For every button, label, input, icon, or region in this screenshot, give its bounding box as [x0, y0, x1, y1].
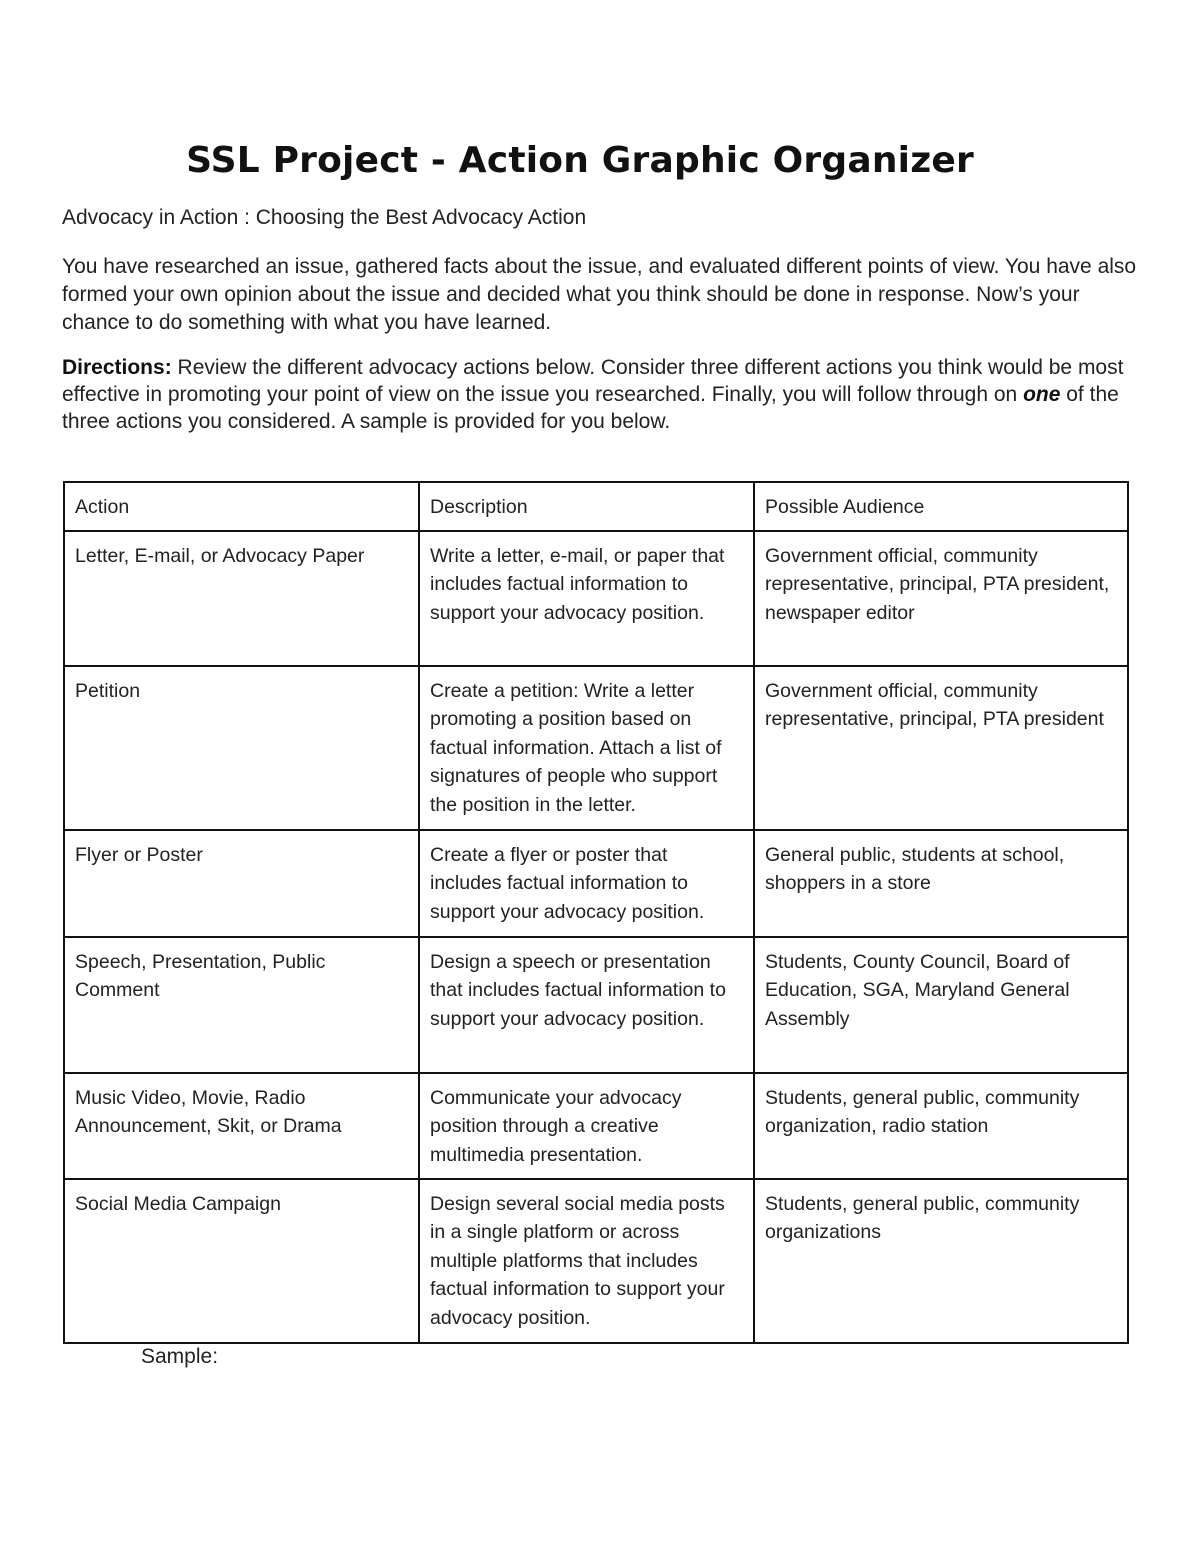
- audience-cell: Government official, community representative, principal, PTA president, newspaper editor: [754, 531, 1128, 666]
- action-cell: Social Media Campaign: [64, 1179, 419, 1343]
- subtitle: Advocacy in Action : Choosing the Best Advocacy Action: [62, 206, 587, 229]
- audience-cell: General public, students at school, shoppers in a store: [754, 830, 1128, 937]
- directions-emphasis: one: [1023, 383, 1061, 406]
- table-row: [64, 830, 1128, 937]
- description-cell: Create a flyer or poster that includes factual information to support your advocacy position.: [419, 830, 754, 937]
- audience-cell: Government official, community representative, principal, PTA president: [754, 666, 1128, 830]
- directions-label: Directions:: [62, 356, 172, 379]
- header-description: Description: [419, 482, 754, 531]
- description-cell: Communicate your advocacy position through a creative multimedia presentation.: [419, 1073, 754, 1179]
- advocacy-actions-table: [63, 481, 1129, 1344]
- table-row: [64, 531, 1128, 666]
- description-cell: Design several social media posts in a single platform or across multiple platforms that includes factual information to support your advocacy position.: [419, 1179, 754, 1343]
- table-row: [64, 1073, 1128, 1179]
- page-title: SSL Project - Action Graphic Organizer: [186, 140, 974, 181]
- directions-text-after: of the three actions you considered. A sample is provided for you below.: [62, 383, 1119, 433]
- audience-cell: Students, general public, community organization, radio station: [754, 1073, 1128, 1179]
- header-possible-audience: Possible Audience: [754, 482, 1128, 531]
- description-cell: Create a petition: Write a letter promoting a position based on factual information. Attach a list of signatures of people who support the position in the letter.: [419, 666, 754, 830]
- description-cell: Write a letter, e-mail, or paper that includes factual information to support your advocacy position.: [419, 531, 754, 666]
- action-cell: Letter, E-mail, or Advocacy Paper: [64, 531, 419, 666]
- audience-cell: Students, general public, community organizations: [754, 1179, 1128, 1343]
- action-cell: Flyer or Poster: [64, 830, 419, 937]
- directions-paragraph: [62, 354, 1142, 435]
- table-header-row: [64, 482, 1128, 531]
- table-row: [64, 937, 1128, 1073]
- action-cell: Speech, Presentation, Public Comment: [64, 937, 419, 1073]
- description-cell: Design a speech or presentation that includes factual information to support your advocacy position.: [419, 937, 754, 1073]
- action-cell: Petition: [64, 666, 419, 830]
- intro-paragraph: You have researched an issue, gathered facts about the issue, and evaluated different points of view. You have also formed your own opinion about the issue and decided what you think should be done in response. Now’s your chance to do something with what you have learned.: [62, 255, 1137, 334]
- sample-label: Sample:: [141, 1345, 219, 1368]
- table-row: [64, 666, 1128, 830]
- action-cell: Music Video, Movie, Radio Announcement, Skit, or Drama: [64, 1073, 419, 1179]
- audience-cell: Students, County Council, Board of Education, SGA, Maryland General Assembly: [754, 937, 1128, 1073]
- directions-text-before: Review the different advocacy actions below. Consider three different actions you think would be most effective in promoting your point of view on the issue you researched. Finally, you will follow through on: [62, 356, 1124, 406]
- header-action: Action: [64, 482, 419, 531]
- table-row: [64, 1179, 1128, 1343]
